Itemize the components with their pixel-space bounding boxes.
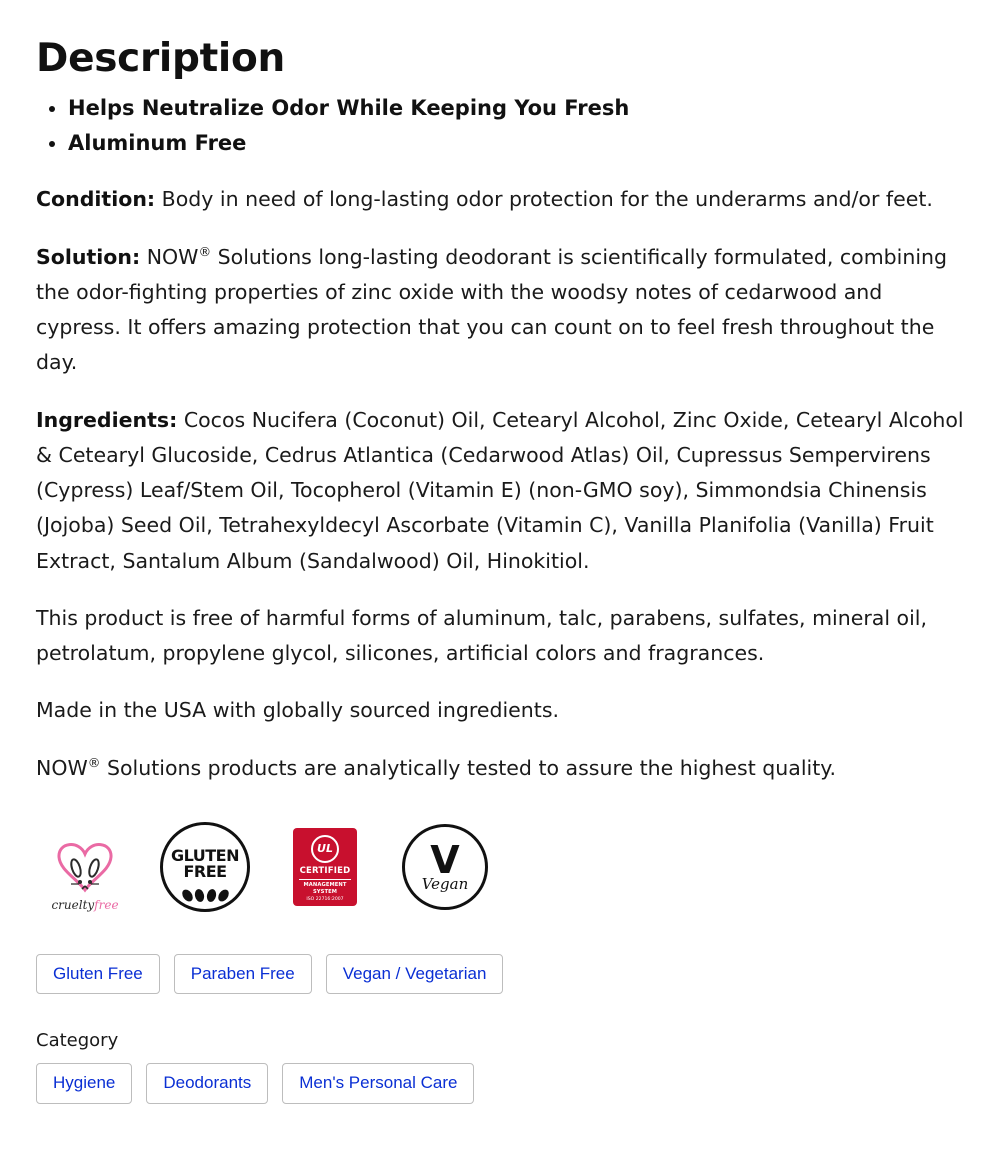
condition-label: Condition: bbox=[36, 187, 156, 212]
category-label: Category bbox=[36, 1030, 119, 1052]
ingredients-label: Ingredients: bbox=[36, 407, 178, 432]
registered-mark-icon: ® bbox=[87, 754, 101, 770]
category-tag-hygiene[interactable]: Hygiene bbox=[36, 1063, 132, 1104]
gluten-free-line2: FREE bbox=[183, 861, 227, 881]
vegan-word: Vegan bbox=[421, 874, 469, 893]
made-in-paragraph: Made in the USA with globally sourced ingredients. bbox=[36, 698, 560, 723]
list-item: • Aluminum Free bbox=[68, 126, 968, 161]
category-tag-mens-personal-care[interactable]: Men's Personal Care bbox=[282, 1063, 474, 1104]
registered-mark-icon: ® bbox=[198, 243, 212, 259]
page-title: Description bbox=[36, 36, 285, 81]
attribute-tag-vegan-vegetarian[interactable]: Vegan / Vegetarian bbox=[326, 954, 504, 995]
highlights-list bbox=[36, 91, 968, 160]
free-of-paragraph: This product is free of harmful forms of aluminum, talc, parabens, sulfates, mineral oil, petrolatum, propylene glycol, silicones, artificial colors and fragrances. bbox=[36, 605, 927, 666]
vegan-letter: V bbox=[430, 837, 460, 882]
category-tag-row bbox=[36, 1063, 968, 1104]
ul-certified-icon bbox=[278, 820, 372, 914]
category-tag-deodorants[interactable]: Deodorants bbox=[146, 1063, 268, 1104]
solution-brand: NOW bbox=[146, 244, 199, 269]
gluten-free-icon bbox=[158, 820, 252, 914]
svg-text:crueltyfree: crueltyfree bbox=[51, 897, 119, 912]
quality-text: Solutions products are analytically tested to assure the highest quality. bbox=[100, 755, 836, 780]
vegan-icon bbox=[398, 820, 492, 914]
solution-paragraph bbox=[36, 240, 968, 381]
quality-brand: NOW bbox=[36, 755, 88, 780]
wheat-dots-icon bbox=[163, 889, 247, 902]
ingredients-text: Cocos Nucifera (Coconut) Oil, Cetearyl Alcohol, Zinc Oxide, Cetearyl Alcohol & Cetearyl Glucoside, Cedrus Atlantica (Cedarwood Atlas) Oil, Cupressus Sempervirens (Cypress) Leaf/Stem Oil, Tocopherol (Vitamin E) (non-GMO soy), Simmondsia Chinensis (Jojoba) Seed Oil, Tetrahexyldecyl Ascorbate (Vitamin C), Vanilla Planifolia (Vanilla) Fruit Extract, Santalum Album (Sandalwood) Oil, Hinokitiol. bbox=[36, 407, 964, 573]
quality-paragraph bbox=[36, 751, 968, 786]
attribute-tag-row bbox=[36, 954, 968, 995]
ul-mark: UL bbox=[311, 835, 339, 863]
attribute-tag-paraben-free[interactable]: Paraben Free bbox=[174, 954, 312, 995]
ul-certified-label: CERTIFIED bbox=[299, 865, 351, 876]
attribute-tag-gluten-free[interactable]: Gluten Free bbox=[36, 954, 160, 995]
solution-label: Solution: bbox=[36, 244, 141, 269]
condition-paragraph bbox=[36, 182, 968, 217]
ul-management-label: MANAGEMENT SYSTEM bbox=[303, 881, 347, 896]
list-item: • Helps Neutralize Odor While Keeping You Fresh bbox=[68, 91, 968, 126]
ingredients-paragraph bbox=[36, 403, 968, 579]
solution-text: Solutions long-lasting deodorant is scientifically formulated, combining the odor-fighting properties of zinc oxide with the woodsy notes of cedarwood and cypress. It offers amazing protection that you can count on to feel fresh throughout the day. bbox=[36, 244, 948, 375]
condition-text: Body in need of long-lasting odor protection for the underarms and/or feet. bbox=[155, 187, 933, 212]
ul-iso-label: ISO 22716:2007 bbox=[306, 897, 344, 903]
gluten-free-line1: GLUTEN bbox=[171, 845, 239, 865]
certification-badges bbox=[38, 820, 968, 914]
cruelty-free-icon bbox=[38, 820, 132, 914]
